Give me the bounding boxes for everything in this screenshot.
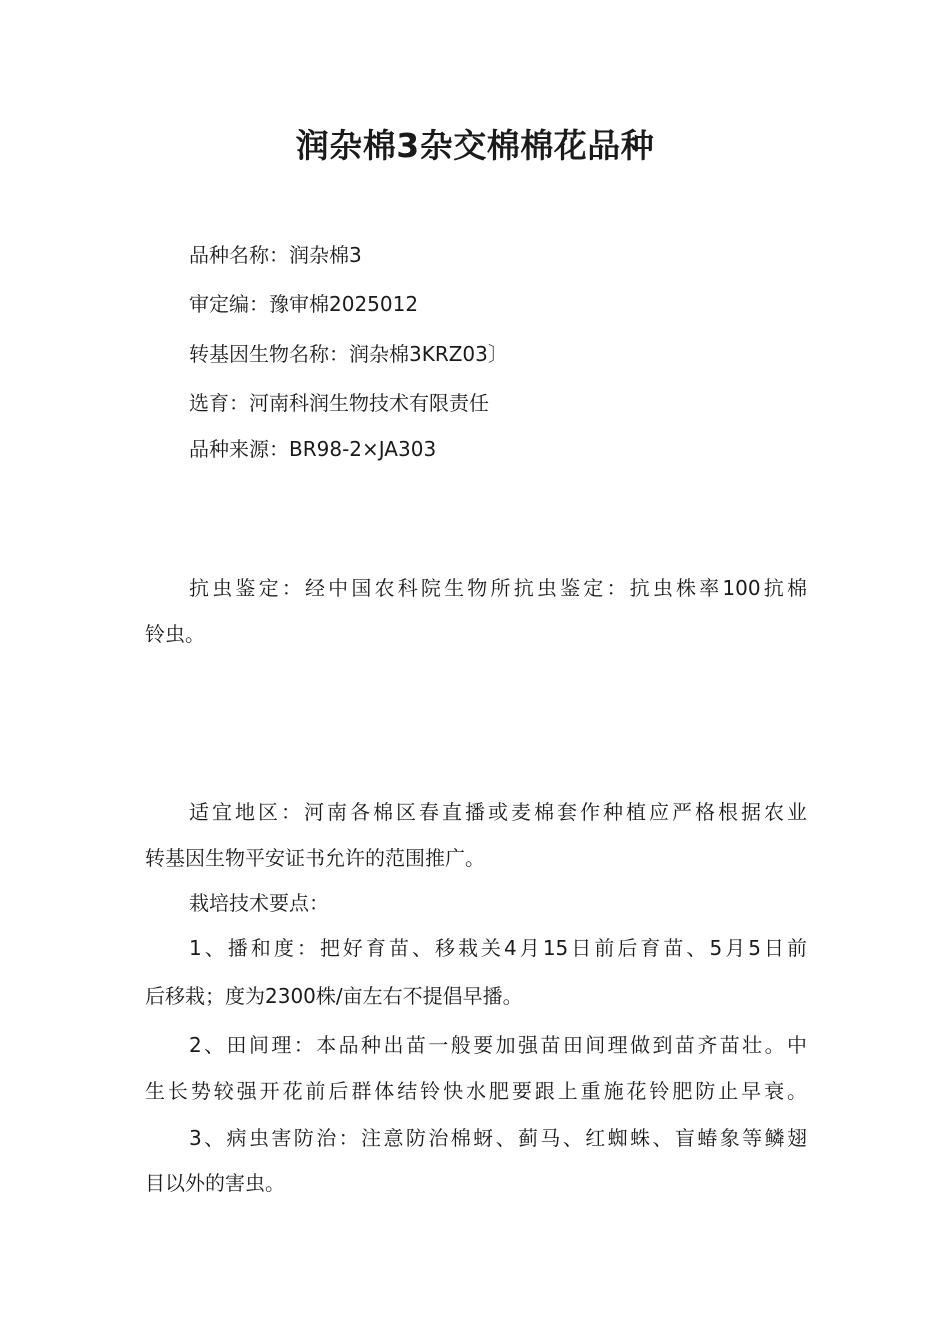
breeder: 选育：河南科润生物技术有限责任 (189, 391, 489, 415)
insect-resistance-line-2: 铃虫。 (145, 622, 205, 646)
point-2-line-2: 生长势较强开花前后群体结铃快水肥要跟上重施花铃肥防止早衰。 (145, 1079, 807, 1103)
point-3-line-2: 目以外的害虫。 (145, 1171, 285, 1195)
gmo-name: 转基因生物名称：润杂棉3KRZ03〕 (189, 342, 508, 366)
point-2-line-1: 2、田间理：本品种出苗一般要加强苗田间理做到苗齐苗壮。中 (189, 1033, 807, 1057)
point-1-line-2: 后移栽；度为2300株/亩左右不提倡早播。 (145, 984, 523, 1008)
approval-number: 审定编：豫审棉2025012 (189, 292, 419, 316)
point-1-line-1: 1、播和度：把好育苗、移栽关4月15日前后育苗、5月5日前 (189, 936, 807, 960)
variety-origin: 品种来源：BR98-2×JA303 (189, 437, 437, 461)
document-title: 润杂棉3杂交棉棉花品种 (295, 126, 655, 165)
region-line-1: 适宜地区：河南各棉区春直播或麦棉套作种植应严格根据农业 (189, 800, 807, 824)
region-line-2: 转基因生物平安证书允许的范围推广。 (145, 846, 485, 870)
variety-name: 品种名称：润杂棉3 (189, 243, 362, 267)
point-3-line-1: 3、病虫害防治：注意防治棉蚜、蓟马、红蜘蛛、盲蝽象等鳞翅 (189, 1126, 807, 1150)
cultivation-heading: 栽培技术要点： (189, 891, 329, 915)
insect-resistance-line-1: 抗虫鉴定：经中国农科院生物所抗虫鉴定：抗虫株率100抗棉 (189, 576, 807, 600)
